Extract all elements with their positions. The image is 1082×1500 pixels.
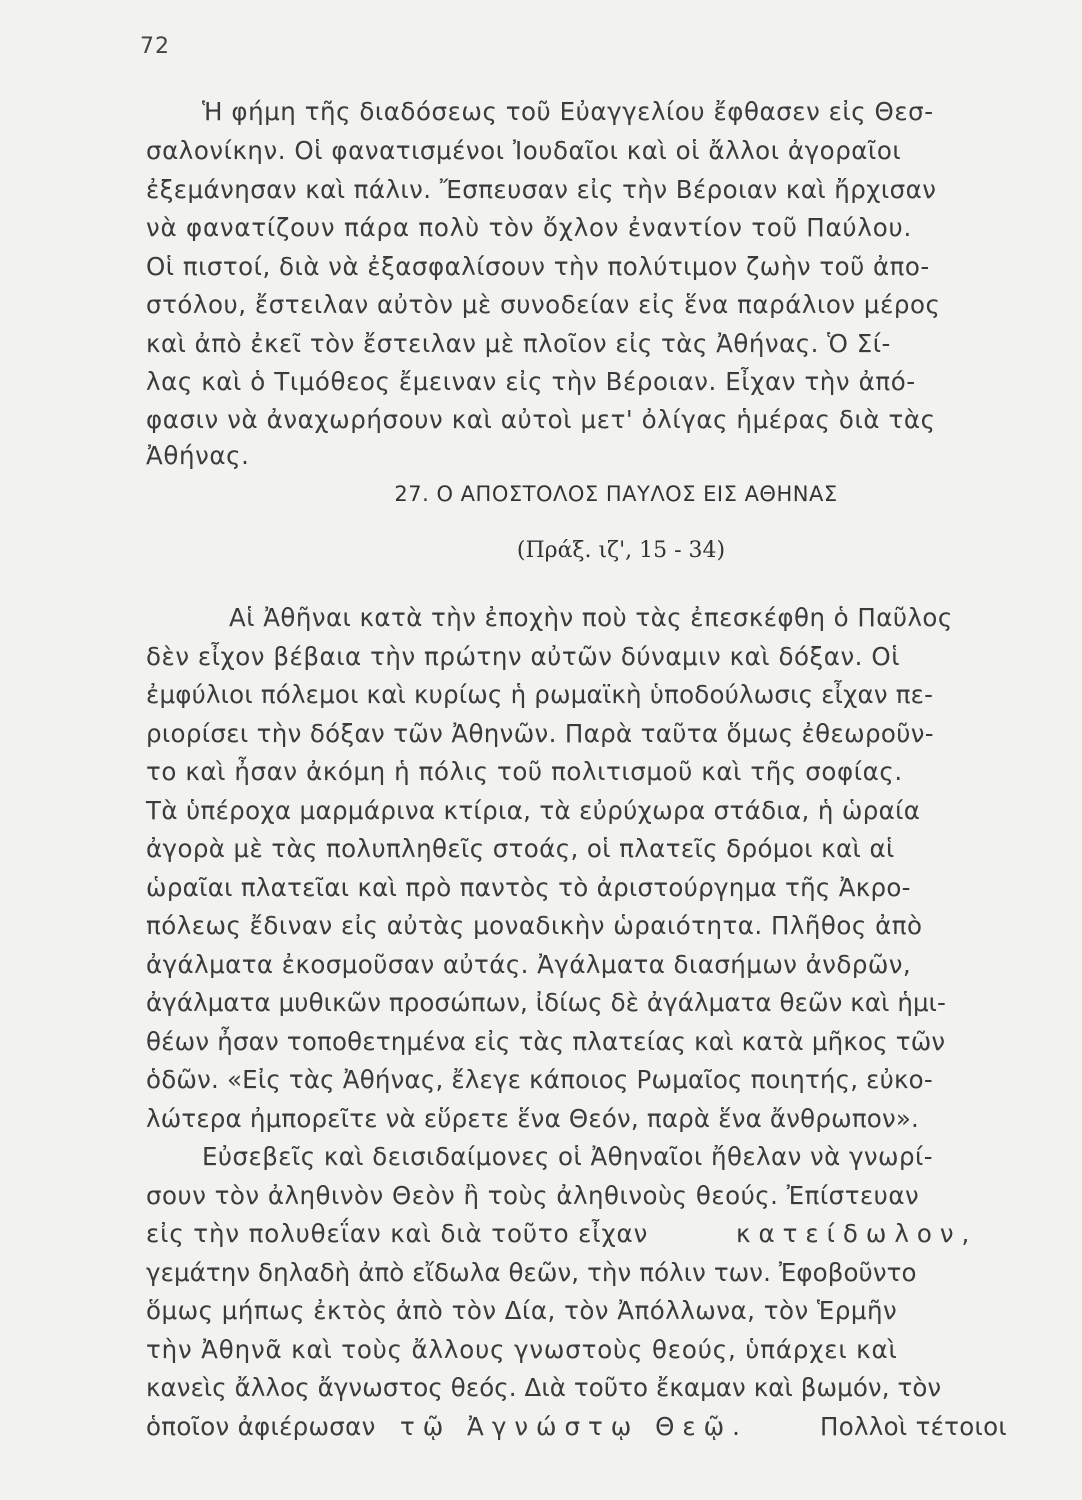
text-line: καὶ ἀπὸ ἐκεῖ τὸν ἔστειλαν μὲ πλοῖον εἰς τὰς Ἀθήνας. Ὁ Σί- — [146, 329, 891, 358]
text-line: Ἀθήνας. — [146, 441, 250, 470]
text-line: λώτερα ἠμπορεῖτε νὰ εὕρετε ἕνα Θεόν, παρὰ ἕνα ἄνθρωπον». — [146, 1104, 920, 1133]
text-line: Τὰ ὑπέροχα μαρμάρινα κτίρια, τὰ εὐρύχωρα στάδια, ἡ ὡραία — [146, 796, 921, 825]
text-line: Αἱ Ἀθῆναι κατὰ τὴν ἐποχὴν ποὺ τὰς ἐπεσκέφθη ὁ Παῦλος — [229, 603, 953, 632]
text-line: ὡραῖαι πλατεῖαι καὶ πρὸ παντὸς τὸ ἀριστούργημα τῆς Ἀκρο- — [146, 873, 911, 902]
page-number: 72 — [140, 34, 170, 59]
text-line: εἰς τὴν πολυθεΐαν καὶ διὰ τοῦτο εἶχαν — [146, 1219, 649, 1248]
text-line: λας καὶ ὁ Τιμόθεος ἔμειναν εἰς τὴν Βέροιαν. Εἶχαν τὴν ἀπό- — [146, 367, 916, 396]
text-line: ριορίσει τὴν δόξαν τῶν Ἀθηνῶν. Παρὰ ταῦτα ὅμως ἐθεωροῦν- — [146, 719, 934, 748]
text-line: ἀγάλματα μυθικῶν προσώπων, ἰδίως δὲ ἀγάλματα θεῶν καὶ ἡμι- — [146, 988, 946, 1017]
text-line: ὅμως μήπως ἐκτὸς ἀπὸ τὸν Δία, τὸν Ἀπόλλωνα, τὸν Ἑρμῆν — [146, 1296, 898, 1325]
text-line: Εὐσεβεῖς καὶ δεισιδαίμονες οἱ Ἀθηναῖοι ἤθελαν νὰ γνωρί- — [202, 1142, 934, 1171]
text-line: ἀγάλματα ἐκοσμοῦσαν αὐτάς. Ἀγάλματα διασήμων ἀνδρῶν, — [146, 950, 912, 979]
text-line: κανεὶς ἄλλος ἄγνωστος θεός. Διὰ τοῦτο ἔκαμαν καὶ βωμόν, τὸν — [146, 1373, 942, 1402]
text-line: νὰ φανατίζουν πάρα πολὺ τὸν ὄχλον ἐναντίον τοῦ Παύλου. — [146, 213, 913, 242]
text-line: ἀγορὰ μὲ τὰς πολυπληθεῖς στοάς, οἱ πλατεῖς δρόμοι καὶ αἱ — [146, 834, 895, 863]
text-line: Οἱ πιστοί, διὰ νὰ ἐξασφαλίσουν τὴν πολύτιμον ζωὴν τοῦ ἀπο- — [146, 252, 930, 281]
text-line: ἐξεμάνησαν καὶ πάλιν. Ἔσπευσαν εἰς τὴν Βέροιαν καὶ ἤρχισαν — [146, 175, 937, 204]
text-line: ἐμφύλιοι πόλεμοι καὶ κυρίως ἡ ρωμαϊκὴ ὑποδούλωσις εἶχαν πε- — [146, 680, 934, 709]
text-line: Πολλοὶ τέτοιοι — [820, 1412, 1007, 1441]
text-line: το καὶ ἦσαν ἀκόμη ἡ πόλις τοῦ πολιτισμοῦ καὶ τῆς σοφίας. — [146, 757, 903, 786]
text-line: θέων ἦσαν τοποθετημένα εἰς τὰς πλατείας καὶ κατὰ μῆκος τῶν — [146, 1027, 946, 1056]
text-line: σαλονίκην. Οἱ φανατισμένοι Ἰουδαῖοι καὶ οἱ ἄλλοι ἀγοραῖοι — [146, 136, 902, 165]
emphasized-word: κατείδωλον, — [736, 1219, 978, 1248]
section-reference: (Πράξ. ιζ', 15 - 34) — [516, 538, 726, 563]
section-title: 27. Ο ΑΠΟΣΤΟΛΟΣ ΠΑΥΛΟΣ ΕΙΣ ΑΘΗΝΑΣ — [394, 482, 838, 506]
text-line: φασιν νὰ ἀναχωρήσουν καὶ αὐτοὶ μετ' ὀλίγας ἡμέρας διὰ τὰς — [146, 405, 936, 434]
text-line: δὲν εἶχον βέβαια τὴν πρώτην αὐτῶν δύναμιν καὶ δόξαν. Οἱ — [146, 642, 901, 671]
text-line: ὁποῖον ἀφιέρωσαν — [146, 1412, 376, 1441]
text-line: σουν τὸν ἀληθινὸν Θεὸν ἢ τοὺς ἀληθινοὺς θεούς. Ἐπίστευαν — [146, 1181, 920, 1210]
text-line: στόλου, ἔστειλαν αὐτὸν μὲ συνοδείαν εἰς ἕνα παράλιον μέρος — [146, 290, 941, 319]
text-line: τὴν Ἀθηνᾶ καὶ τοὺς ἄλλους γνωστοὺς θεούς, ὑπάρχει καὶ — [146, 1335, 898, 1364]
text-line: γεμάτην δηλαδὴ ἀπὸ εἴδωλα θεῶν, τὴν πόλιν των. Ἐφοβοῦντο — [146, 1258, 917, 1287]
emphasized-inscription: τῷ Ἀγνώστῳ Θεῷ. — [400, 1412, 748, 1441]
text-line: πόλεως ἔδιναν εἰς αὐτὰς μοναδικὴν ὡραιότητα. Πλῆθος ἀπὸ — [146, 911, 923, 940]
text-line: Ἡ φήμη τῆς διαδόσεως τοῦ Εὐαγγελίου ἔφθασεν εἰς Θεσ- — [202, 97, 934, 126]
text-line: ὁδῶν. «Εἰς τὰς Ἀθήνας, ἔλεγε κάποιος Ρωμαῖος ποιητής, εὐκο- — [146, 1065, 933, 1094]
